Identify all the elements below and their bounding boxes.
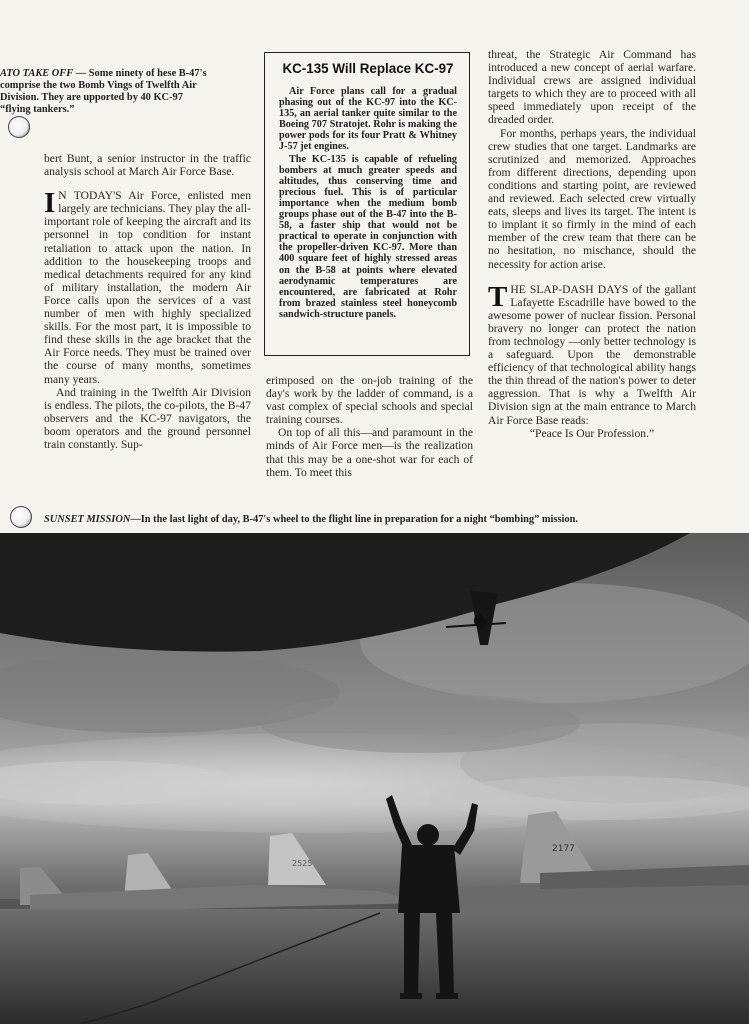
right-column-paragraph-1: threat, the Strategic Air Command has introduced a new concept of aerial warfare. Individual crews are assigned individual targets to which they are to proceed with all speed immediately upon receipt of the dreaded order. bbox=[488, 48, 696, 127]
kc135-sidebar-box bbox=[264, 52, 470, 356]
left-column-paragraph-2 bbox=[44, 189, 251, 385]
sidebar-paragraph-2: The KC-135 is capable of refueling bombers at much greater speeds and altitudes, thus conserving time and precious fuel. This is of particular importance when the medium bomb groups phase out of the B-47 into the B-58, a faster ship that would not be practical to operate in conjunction with the propeller-driven KC-97. More than 400 square feet of highly stressed areas on the B-58 at points where elevated aerodynamic temperatures are encountered, are fabricated at Rohr from brazed stainless steel honeycomb sandwich-structure panels. bbox=[279, 153, 457, 320]
right-column bbox=[488, 48, 696, 440]
left-column-paragraph-2-text: N TODAY'S Air Force, enlisted men largely are technicians. They play the all-important role of keeping the aircraft and its personnel in top condition for instant retaliation to attack upon the nation. In addition to the housekeeping troops and medical detachments required for any kind of military installation, the modern Air Force calls upon the services of a vast number of men with highly specialized skills. For the most part, it is impossible to find these skills in the age bracket that the Air Force needs. They must be trained over the course of many months, sometimes many years. bbox=[44, 189, 251, 386]
photo-caption-top bbox=[0, 68, 212, 116]
dropcap-i: I bbox=[44, 187, 56, 220]
photo-caption-bottom bbox=[44, 514, 704, 526]
middle-column bbox=[266, 374, 473, 479]
dropcap-t: T bbox=[488, 280, 508, 313]
tail-number-2: 2177 bbox=[552, 844, 575, 854]
left-column-paragraph-3: And training in the Twelfth Air Division is endless. The pilots, the co-pilots, the B-47 observers and the KC-97 navigators, the boom operators and the ground personnel train constantly. Sup- bbox=[44, 385, 251, 451]
middle-column-paragraph-2: On top of all this—and paramount in the minds of Air Force men—is the realization that this may be a one-shot war for each of them. To meet this bbox=[266, 426, 473, 479]
tarmac bbox=[0, 909, 749, 1024]
caption-bottom-text: —In the last light of day, B-47's wheel to the flight line in preparation for a night “bombing” mission. bbox=[130, 514, 578, 525]
right-column-paragraph-3 bbox=[488, 280, 696, 427]
pull-quote: “Peace Is Our Profession.” bbox=[529, 426, 655, 440]
left-column bbox=[44, 152, 251, 451]
sunset-mission-photo bbox=[0, 533, 749, 1024]
tail-number-1: 2525 bbox=[292, 859, 313, 868]
sidebar-title: KC-135 Will Replace KC-97 bbox=[282, 61, 454, 76]
middle-column-paragraph-1: erimposed on the on-job training of the day's work by the ladder of command, is a vast complex of special schools and special training courses. bbox=[266, 374, 473, 427]
sidebar-paragraph-1: Air Force plans call for a gradual phasing out of the KC-97 into the KC-135, an aerial tanker quite similar to the Boeing 707 Stratojet. Rohr is making the power pods for its four Pratt & Whitney J-57 jet engines. bbox=[279, 86, 457, 153]
punch-hole-middle bbox=[10, 506, 32, 528]
caption-top-lead: ATO TAKE OFF bbox=[0, 68, 74, 79]
caption-top-text: — Some ninety of hese B-47's comprise the two Bomb Vings of Twelfth Air Division. They are upported by 40 KC-97 “flying tankers.” bbox=[0, 68, 207, 115]
right-column-paragraph-2: For months, perhaps years, the individual crew studies that one target. Landmarks are scrutinized and memorized. Approaches from different directions, depending upon conditions and starting point, are reviewed and reviewed. Each selected crew virtually eats, sleeps and lives its target. The intent is to implant it so firmly in the mind of each member of the crew team that there can be no hesitation, no mischance, should the necessity for action arise. bbox=[488, 126, 696, 271]
left-column-paragraph-1: bert Bunt, a senior instructor in the traffic analysis school at March Air Force Base. bbox=[44, 152, 251, 179]
right-column-paragraph-3-text: HE SLAP-DASH DAYS of the gallant Lafayette Escadrille have bowed to the awesome power of nuclear fission. Personal bravery no longer can protect the nation from technology —only better technology is a safeguard. Upon the demonstrable efficiency of that technological ability hangs the thin thread of the nation's power to deter aggression. That is why a Twelfth Air Division sign at the main entrance to March Air Force Base reads: bbox=[488, 282, 696, 427]
caption-bottom-lead: SUNSET MISSION bbox=[44, 514, 131, 525]
punch-hole-top bbox=[8, 116, 30, 138]
